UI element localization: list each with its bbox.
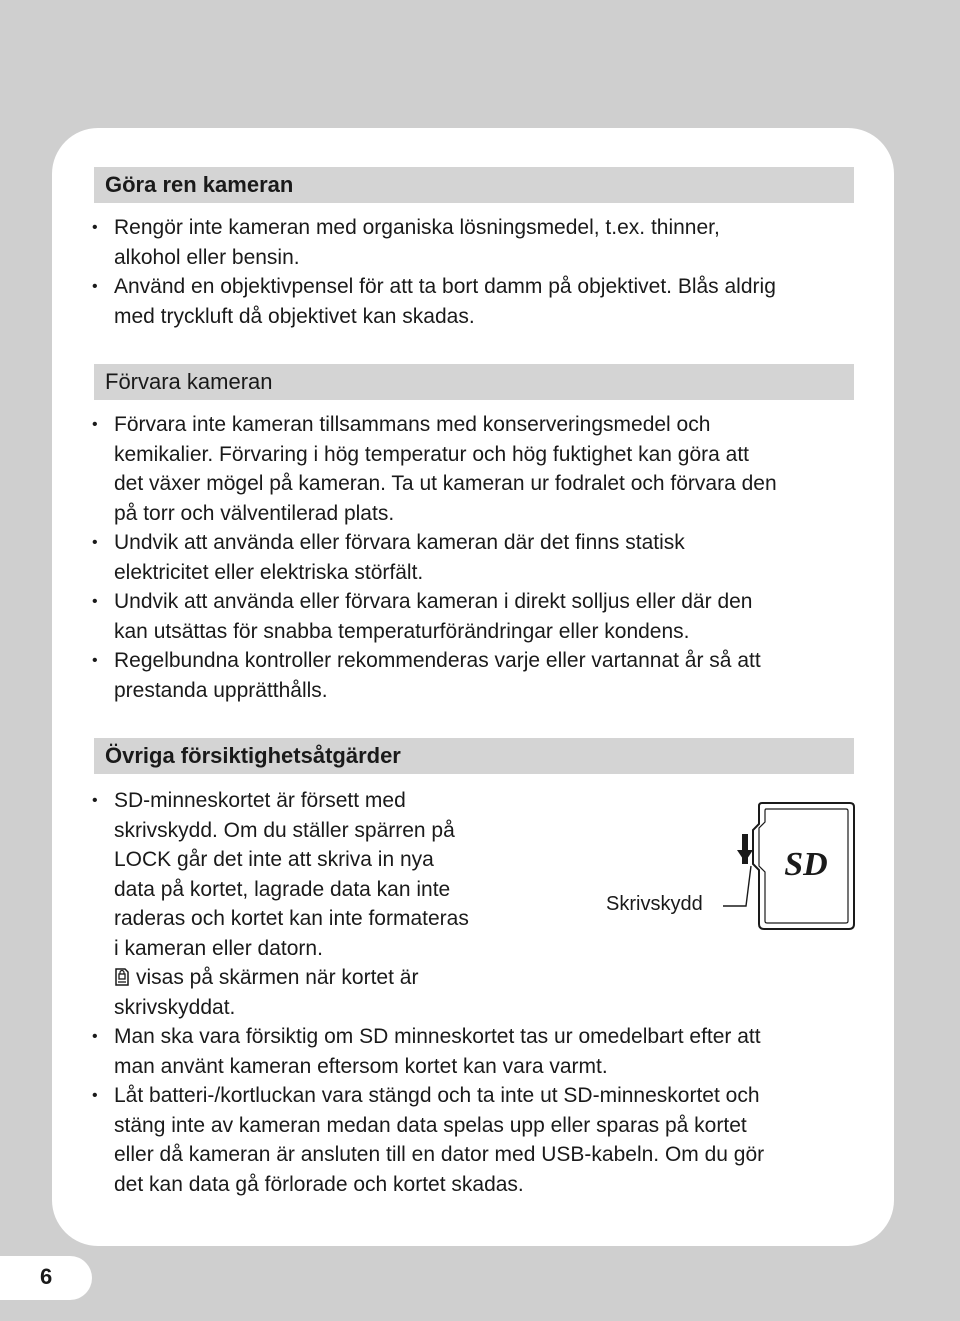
list-item: • Undvik att använda eller förvara kameran där det finns statisk elektricitet eller elektriska störfält. — [86, 528, 777, 587]
sd-card-illustration — [600, 798, 870, 958]
storage-list — [86, 410, 777, 705]
page-number: 6 — [40, 1264, 53, 1289]
list-item: • Regelbundna kontroller rekommenderas varje eller vartannat år så att prestanda upprätthålls. — [86, 646, 777, 705]
cleaning-list — [86, 213, 776, 331]
write-protect-label: Skrivskydd — [606, 893, 703, 915]
list-item: • Man ska vara försiktig om SD minneskortet tas ur omedelbart efter att man använt kameran eftersom kortet kan vara varmt. — [86, 1022, 764, 1081]
list-item: • Förvara inte kameran tillsammans med konserveringsmedel och kemikalier. Förvaring i hög temperatur och hög fuktighet kan göra att det växer mögel på kameran. Ta ut kameran ur fodralet och förvara den på torr och välventilerad plats. — [86, 410, 777, 528]
list-item: • Använd en objektivpensel för att ta bort damm på objektivet. Blås aldrig med tryckluft då objektivet kan skadas. — [86, 272, 776, 331]
write-protect-icon — [114, 968, 130, 986]
list-item: • SD-minneskortet är försett med skrivskydd. Om du ställer spärren på LOCK går det inte att skriva in nya data på kortet, lagrade data kan inte raderas och kortet kan inte formateras i kameran eller datorn. visas på skärmen när kortet är skrivskyddat. — [86, 786, 764, 1022]
list-item: • Undvik att använda eller förvara kameran i direkt solljus eller där den kan utsättas för snabba temperaturförändringar eller kondens. — [86, 587, 777, 646]
section-header-other-precautions: Övriga försiktighetsåtgärder — [94, 738, 854, 774]
section-header-cleaning: Göra ren kameran — [94, 167, 854, 203]
list-item: • Låt batteri-/kortluckan vara stängd och ta inte ut SD-minneskortet och stäng inte av kameran medan data spelas upp eller sparas på kortet eller då kameran är ansluten till en dator med USB-kabeln. Om du gör det kan data gå förlorade och kortet skadas. — [86, 1081, 764, 1199]
list-item: • Rengör inte kameran med organiska lösningsmedel, t.ex. thinner, alkohol eller bensin. — [86, 213, 776, 272]
lock-direction-arrow — [737, 850, 753, 862]
sd-logo: SD — [784, 846, 828, 883]
section-header-storage: Förvara kameran — [94, 364, 854, 400]
label-leader-line — [723, 866, 751, 906]
